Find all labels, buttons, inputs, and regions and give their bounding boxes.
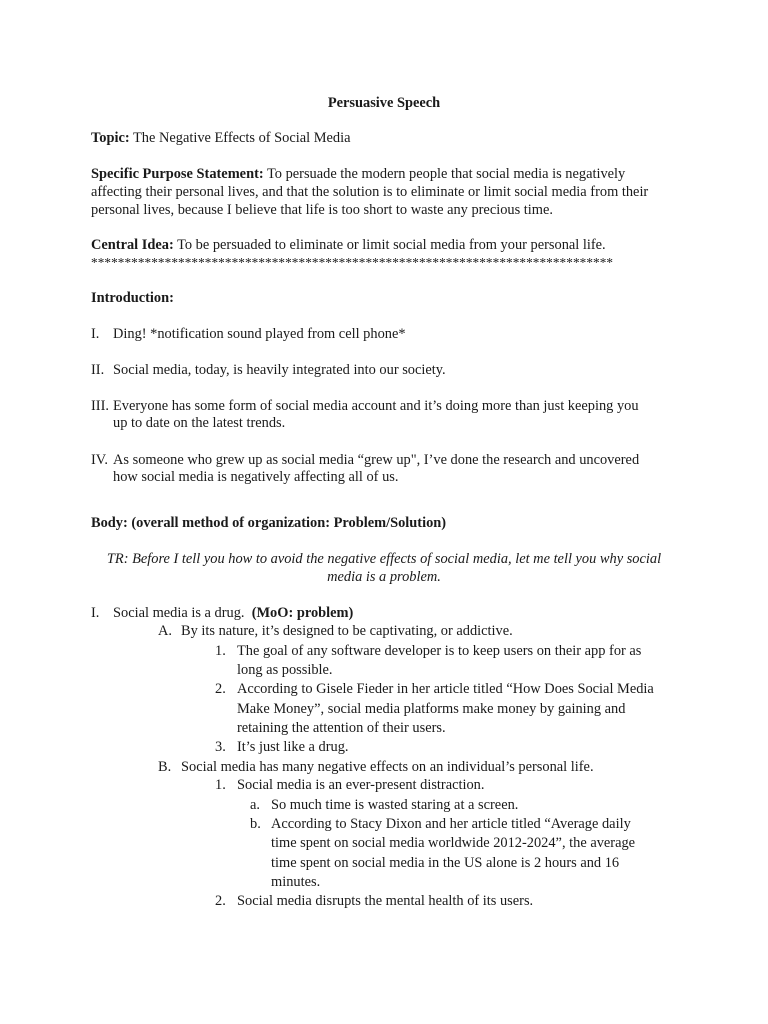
b1b-text-4: minutes.: [271, 874, 321, 890]
body-point-1-moo: (MoO: problem): [251, 605, 354, 621]
sub-b-text: Social media has many negative effects on an individual’s personal life.: [181, 759, 594, 775]
b1b-text-3: time spent on social media in the US alone is 2 hours and 16: [271, 855, 620, 871]
intro-item-1-text: Ding! *notification sound played from cell phone*: [113, 326, 406, 342]
b1b-text-1: According to Stacy Dixon and her article titled “Average daily: [271, 816, 631, 832]
purpose-label: Specific Purpose Statement:: [91, 166, 264, 182]
a2-text-1: According to Gisele Fieder in her article titled “How Does Social Media: [237, 681, 654, 697]
topic-label: Topic:: [91, 130, 130, 146]
b1b-letter: b.: [250, 816, 261, 832]
body-point-1: [113, 604, 353, 622]
a1-text-2: long as possible.: [237, 662, 333, 678]
intro-item-4-text-1: As someone who grew up as social media “grew up", I’ve done the research and uncovered: [113, 452, 640, 468]
document-title: Persuasive Speech: [327, 95, 441, 111]
a2-text-3: retaining the attention of their users.: [237, 720, 446, 736]
b1-text: Social media is an ever-present distraction.: [237, 777, 485, 793]
a3-number: 3.: [215, 739, 226, 755]
intro-item-3-text-1: Everyone has some form of social media account and it’s doing more than just keeping you: [113, 398, 639, 414]
central-idea-label: Central Idea:: [91, 237, 174, 253]
purpose-line-2: affecting their personal lives, and that the solution is to eliminate or limit social media from their: [91, 184, 649, 200]
b1a-text: So much time is wasted staring at a screen.: [271, 797, 519, 813]
purpose-text-1: To persuade the modern people that social media is negatively: [263, 166, 626, 182]
a1-number: 1.: [215, 643, 226, 659]
introduction-heading: Introduction:: [91, 290, 174, 306]
intro-item-2-text: Social media, today, is heavily integrated into our society.: [113, 362, 446, 378]
body-point-1-text: Social media is a drug.: [113, 605, 245, 621]
b1a-letter: a.: [250, 797, 260, 813]
a2-text-2: Make Money”, social media platforms make money by gaining and: [237, 701, 626, 717]
central-idea-text: To be persuaded to eliminate or limit social media from your personal life.: [173, 237, 606, 253]
topic-line: [91, 129, 351, 147]
b1b-text-2: time spent on social media worldwide 2012-2024”, the average: [271, 835, 636, 851]
sub-a-text: By its nature, it’s designed to be captivating, or addictive.: [181, 623, 513, 639]
b1-number: 1.: [215, 777, 226, 793]
intro-item-3-number: III.: [91, 398, 109, 414]
purpose-line-1: [91, 165, 625, 183]
transition-line-1: TR: Before I tell you how to avoid the negative effects of social media, let me tell you why social: [106, 551, 662, 567]
intro-item-3-text-2: up to date on the latest trends.: [113, 415, 286, 431]
body-heading: Body: (overall method of organization: Problem/Solution): [91, 515, 447, 531]
b2-number: 2.: [215, 893, 226, 909]
intro-item-2-number: II.: [91, 362, 105, 378]
sub-b-number: B.: [158, 759, 172, 775]
central-idea-line: [91, 236, 606, 254]
transition-line-2: media is a problem.: [327, 569, 441, 585]
intro-item-4-text-2: how social media is negatively affecting all of us.: [113, 469, 399, 485]
intro-item-1-number: I.: [91, 326, 100, 342]
a2-number: 2.: [215, 681, 226, 697]
a3-text: It’s just like a drug.: [237, 739, 349, 755]
purpose-line-3: personal lives, because I believe that life is too short to waste any precious time.: [91, 202, 553, 218]
sub-a-number: A.: [158, 623, 172, 639]
b2-text: Social media disrupts the mental health of its users.: [237, 893, 534, 909]
a1-text-1: The goal of any software developer is to keep users on their app for as: [237, 643, 642, 659]
body-point-1-number: I.: [91, 605, 100, 621]
topic-text: The Negative Effects of Social Media: [129, 130, 351, 146]
separator: ******************************************************************************: [91, 255, 614, 270]
intro-item-4-number: IV.: [91, 452, 108, 468]
